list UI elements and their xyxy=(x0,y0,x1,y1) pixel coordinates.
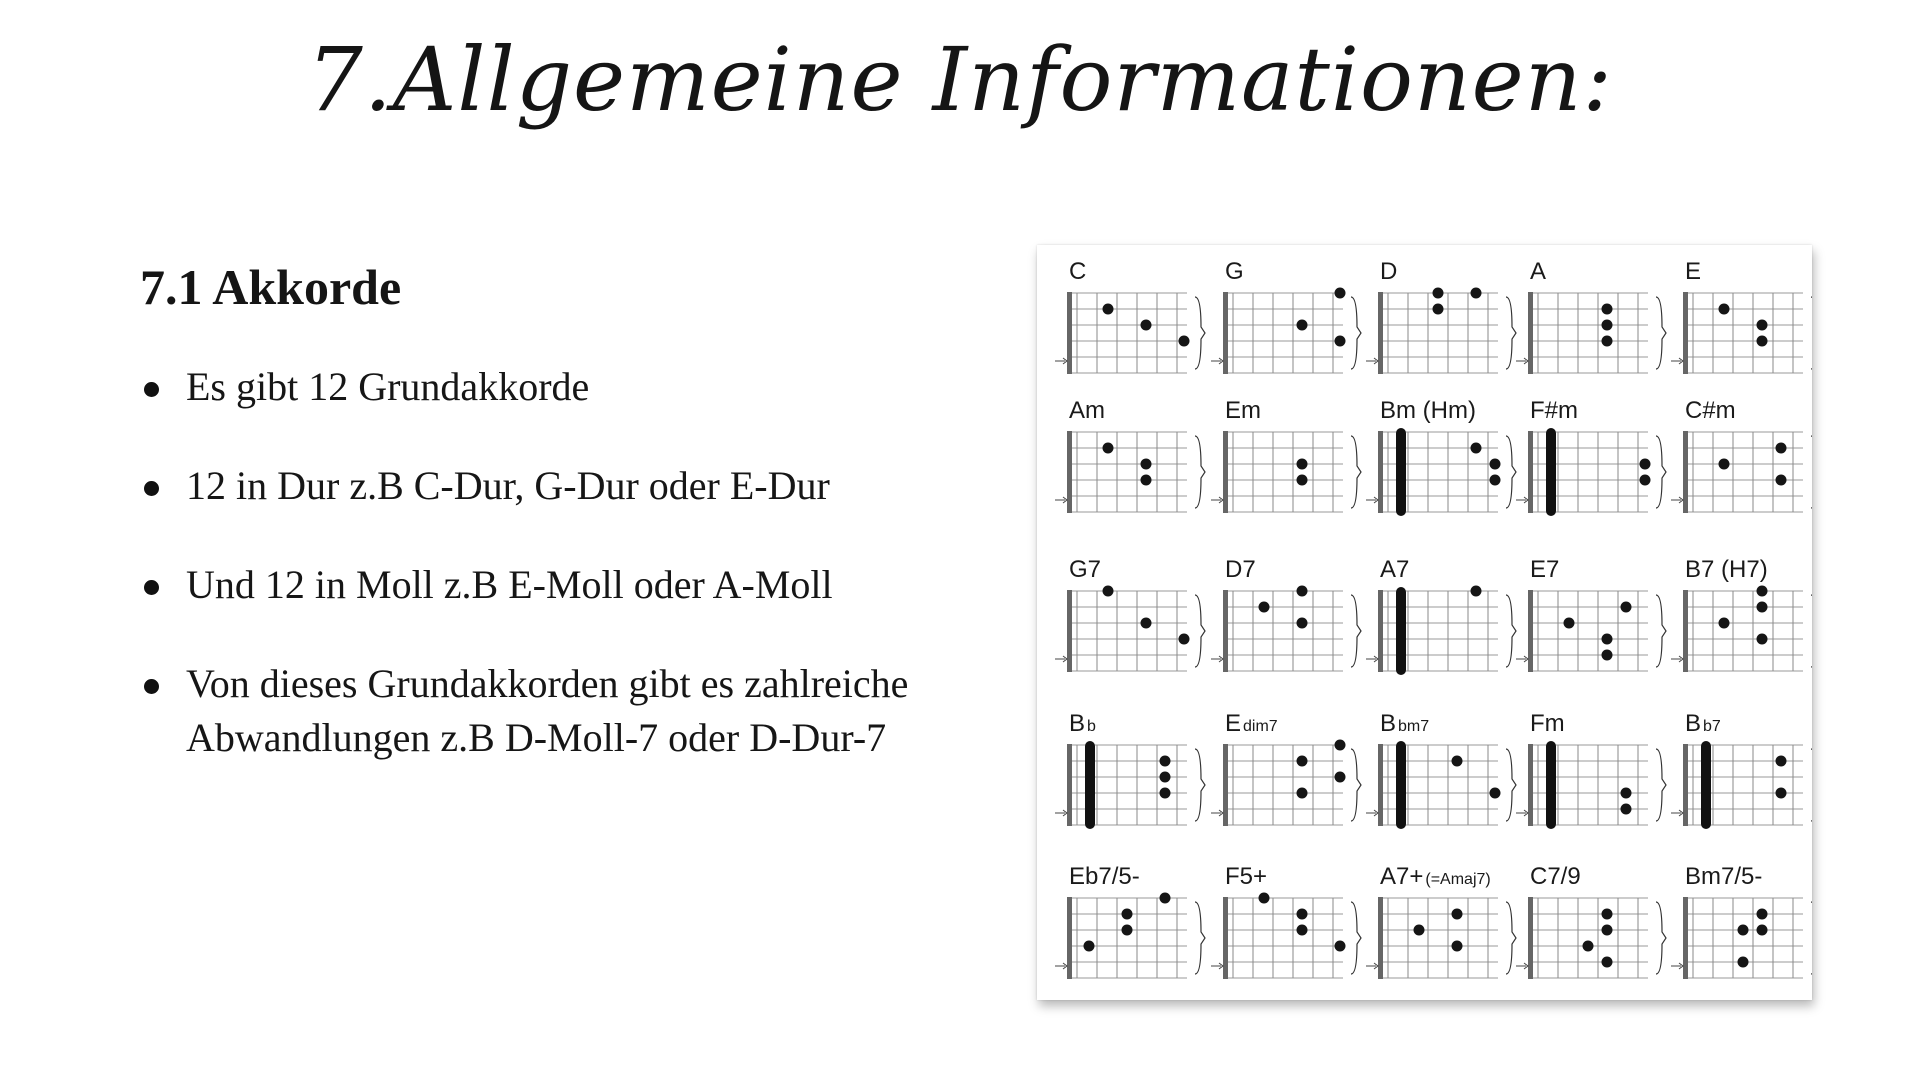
bullet-text: Und 12 in Moll z.B E-Moll oder A-Moll xyxy=(186,562,833,607)
chord-name-label xyxy=(1530,397,1578,424)
finger-dot xyxy=(1160,772,1171,783)
barre-bar xyxy=(1546,741,1556,829)
finger-dot xyxy=(1776,475,1787,486)
barre-bar xyxy=(1701,741,1711,829)
chord-name-label xyxy=(1225,710,1278,737)
chord-name-label xyxy=(1685,397,1736,424)
finger-dot xyxy=(1757,602,1768,613)
chord-diagram xyxy=(1211,710,1361,826)
finger-dot xyxy=(1602,320,1613,331)
finger-dot xyxy=(1602,336,1613,347)
finger-dot xyxy=(1335,772,1346,783)
chord-diagram xyxy=(1211,556,1361,672)
finger-dot xyxy=(1141,475,1152,486)
chord-name-text: B xyxy=(1069,710,1086,737)
chord-diagram xyxy=(1516,710,1666,829)
chord-name-label xyxy=(1225,863,1267,890)
finger-dot xyxy=(1602,957,1613,968)
finger-dot xyxy=(1471,443,1482,454)
chord-name-label xyxy=(1530,258,1546,285)
nut-bar xyxy=(1067,590,1072,672)
chord-name-label xyxy=(1069,710,1096,737)
chord-name-label xyxy=(1380,863,1491,890)
chord-chart-image xyxy=(1037,245,1812,1000)
nut-bar xyxy=(1683,744,1688,826)
chord-bracket xyxy=(1195,749,1205,821)
finger-dot xyxy=(1335,941,1346,952)
chord-bracket xyxy=(1811,436,1812,508)
chord-name-text: B xyxy=(1380,710,1397,737)
finger-dot xyxy=(1471,586,1482,597)
chord-bracket xyxy=(1195,902,1205,974)
chord-name-text: A7+ xyxy=(1380,863,1424,890)
chord-name-text: E xyxy=(1225,710,1242,737)
chord-name-text: C#m xyxy=(1685,397,1736,424)
chord-name-text: F5+ xyxy=(1225,863,1268,890)
chord-bracket xyxy=(1351,297,1361,369)
bullet-text: Es gibt 12 Grundakkorde xyxy=(186,364,590,409)
finger-dot xyxy=(1297,618,1308,629)
finger-dot xyxy=(1719,459,1730,470)
chord-bracket xyxy=(1351,902,1361,974)
chord-name-text: Em xyxy=(1225,397,1261,424)
finger-dot xyxy=(1583,941,1594,952)
finger-dot xyxy=(1259,893,1270,904)
chord-bracket xyxy=(1811,902,1812,974)
finger-dot xyxy=(1160,788,1171,799)
chord-diagram xyxy=(1366,710,1516,829)
finger-dot xyxy=(1602,909,1613,920)
chord-name-text: A7 xyxy=(1380,556,1410,583)
bullet-dot-icon xyxy=(144,382,159,397)
nut-bar xyxy=(1067,897,1072,979)
chord-diagram xyxy=(1366,258,1516,374)
chord-name-label xyxy=(1685,710,1721,737)
finger-dot xyxy=(1490,788,1501,799)
finger-dot xyxy=(1297,586,1308,597)
chord-diagram xyxy=(1055,397,1205,513)
chord-diagram xyxy=(1211,258,1361,374)
chord-bracket xyxy=(1656,297,1666,369)
bullet-text: 12 in Dur z.B C-Dur, G-Dur oder E-Dur xyxy=(186,463,830,508)
bullet-text: Von dieses Grundakkorden gibt es zahlreiche Abwandlungen z.B D-Moll-7 oder D-Dur-7 xyxy=(186,661,909,760)
chord-bracket xyxy=(1351,595,1361,667)
chord-bracket xyxy=(1195,436,1205,508)
chord-name-label xyxy=(1380,397,1476,424)
nut-bar xyxy=(1378,590,1383,672)
chord-name-label xyxy=(1069,556,1101,583)
nut-bar xyxy=(1683,897,1688,979)
chord-diagram xyxy=(1055,258,1205,374)
finger-dot xyxy=(1297,788,1308,799)
chord-name-text: Fm xyxy=(1530,710,1565,737)
nut-bar xyxy=(1378,431,1383,513)
nut-bar xyxy=(1528,292,1533,374)
chord-name-text: Bm (Hm) xyxy=(1380,397,1476,424)
finger-dot xyxy=(1179,634,1190,645)
finger-dot xyxy=(1452,756,1463,767)
nut-bar xyxy=(1067,744,1072,826)
bullet-dot-icon xyxy=(144,679,159,694)
chord-suffix-text: bm7 xyxy=(1398,718,1430,735)
nut-bar xyxy=(1528,431,1533,513)
chord-diagram xyxy=(1671,556,1812,672)
nut-bar xyxy=(1223,744,1228,826)
chord-bracket xyxy=(1506,902,1516,974)
finger-dot xyxy=(1621,788,1632,799)
finger-dot xyxy=(1757,909,1768,920)
chord-name-text: F#m xyxy=(1530,397,1578,424)
chord-diagram xyxy=(1211,397,1361,513)
chord-name-label xyxy=(1685,556,1768,583)
nut-bar xyxy=(1683,292,1688,374)
nut-bar xyxy=(1223,292,1228,374)
chord-suffix-text: b7 xyxy=(1703,718,1721,735)
chord-name-label xyxy=(1530,710,1565,737)
chord-name-label xyxy=(1069,863,1140,890)
nut-bar xyxy=(1378,744,1383,826)
chord-name-text: A xyxy=(1530,258,1547,285)
slide-title: 7.Allgemeine Informationen: xyxy=(306,28,1614,131)
chord-diagram xyxy=(1211,863,1361,979)
finger-dot xyxy=(1122,925,1133,936)
chord-diagram xyxy=(1055,863,1205,979)
chord-diagram xyxy=(1366,397,1516,516)
chord-name-label xyxy=(1685,258,1701,285)
chord-name-label xyxy=(1225,556,1256,583)
finger-dot xyxy=(1471,288,1482,299)
chord-name-label xyxy=(1225,258,1244,285)
bullet-dot-icon xyxy=(144,580,159,595)
chord-name-text: D xyxy=(1380,258,1398,285)
finger-dot xyxy=(1141,618,1152,629)
chord-name-text: G7 xyxy=(1069,556,1102,583)
finger-dot xyxy=(1297,925,1308,936)
chord-bracket xyxy=(1811,595,1812,667)
nut-bar xyxy=(1683,590,1688,672)
chord-bracket xyxy=(1195,595,1205,667)
barre-bar xyxy=(1546,428,1556,516)
chord-bracket xyxy=(1351,749,1361,821)
finger-dot xyxy=(1160,756,1171,767)
finger-dot xyxy=(1452,909,1463,920)
finger-dot xyxy=(1490,475,1501,486)
finger-dot xyxy=(1335,336,1346,347)
bullet-list xyxy=(140,360,930,810)
chord-name-text: Eb7/5- xyxy=(1069,863,1140,890)
chord-name-text: Bm7/5- xyxy=(1685,863,1763,890)
finger-dot xyxy=(1621,602,1632,613)
chord-bracket xyxy=(1811,749,1812,821)
nut-bar xyxy=(1223,590,1228,672)
finger-dot xyxy=(1160,893,1171,904)
chord-suffix-text: (=Amaj7) xyxy=(1425,871,1491,888)
chord-name-text: Am xyxy=(1069,397,1105,424)
chord-bracket xyxy=(1811,297,1812,369)
finger-dot xyxy=(1141,459,1152,470)
finger-dot xyxy=(1640,475,1651,486)
finger-dot xyxy=(1414,925,1425,936)
chord-bracket xyxy=(1506,595,1516,667)
finger-dot xyxy=(1297,756,1308,767)
chord-diagram xyxy=(1516,397,1666,516)
nut-bar xyxy=(1067,431,1072,513)
chord-name-text: G xyxy=(1225,258,1244,285)
chord-bracket xyxy=(1656,595,1666,667)
finger-dot xyxy=(1776,788,1787,799)
finger-dot xyxy=(1640,459,1651,470)
barre-bar xyxy=(1396,587,1406,675)
finger-dot xyxy=(1103,304,1114,315)
section-heading: 7.1 Akkorde xyxy=(140,259,402,315)
bullet-item xyxy=(140,657,930,765)
chord-diagram xyxy=(1516,258,1666,374)
chord-name-label xyxy=(1380,556,1409,583)
chord-bracket xyxy=(1506,749,1516,821)
chord-diagram xyxy=(1055,556,1205,672)
chord-diagram xyxy=(1671,710,1812,829)
finger-dot xyxy=(1259,602,1270,613)
chord-bracket xyxy=(1656,902,1666,974)
finger-dot xyxy=(1452,941,1463,952)
finger-dot xyxy=(1335,288,1346,299)
finger-dot xyxy=(1757,586,1768,597)
nut-bar xyxy=(1067,292,1072,374)
finger-dot xyxy=(1602,925,1613,936)
finger-dot xyxy=(1757,925,1768,936)
nut-bar xyxy=(1683,431,1688,513)
bullet-dot-icon xyxy=(144,481,159,496)
finger-dot xyxy=(1297,459,1308,470)
chord-diagram xyxy=(1516,863,1666,979)
finger-dot xyxy=(1757,320,1768,331)
finger-dot xyxy=(1757,634,1768,645)
finger-dot xyxy=(1103,586,1114,597)
bullet-item xyxy=(140,360,930,414)
bullet-item xyxy=(140,558,930,612)
nut-bar xyxy=(1223,897,1228,979)
finger-dot xyxy=(1602,634,1613,645)
finger-dot xyxy=(1602,304,1613,315)
finger-dot xyxy=(1297,320,1308,331)
chord-name-label xyxy=(1380,710,1429,737)
finger-dot xyxy=(1757,336,1768,347)
chord-bracket xyxy=(1656,436,1666,508)
finger-dot xyxy=(1335,740,1346,751)
chord-bracket xyxy=(1506,297,1516,369)
chord-name-text: E xyxy=(1685,258,1702,285)
barre-bar xyxy=(1396,741,1406,829)
chord-name-text: B7 (H7) xyxy=(1685,556,1768,583)
barre-bar xyxy=(1396,428,1406,516)
chord-suffix-text: dim7 xyxy=(1243,718,1278,735)
finger-dot xyxy=(1490,459,1501,470)
chord-name-label xyxy=(1380,258,1397,285)
finger-dot xyxy=(1141,320,1152,331)
chord-name-label xyxy=(1069,397,1105,424)
chord-name-label xyxy=(1530,556,1559,583)
chord-diagram xyxy=(1366,863,1516,979)
bullet-item xyxy=(140,459,930,513)
finger-dot xyxy=(1621,804,1632,815)
chord-name-label xyxy=(1225,397,1261,424)
nut-bar xyxy=(1528,590,1533,672)
finger-dot xyxy=(1297,909,1308,920)
chord-bracket xyxy=(1506,436,1516,508)
chord-diagram xyxy=(1671,397,1812,513)
chord-bracket xyxy=(1656,749,1666,821)
chord-name-text: E7 xyxy=(1530,556,1560,583)
chord-bracket xyxy=(1351,436,1361,508)
chord-name-label xyxy=(1685,863,1762,890)
chord-suffix-text: b xyxy=(1087,718,1096,735)
finger-dot xyxy=(1719,304,1730,315)
chord-bracket xyxy=(1195,297,1205,369)
chord-diagram xyxy=(1366,556,1516,675)
finger-dot xyxy=(1297,475,1308,486)
chord-diagram xyxy=(1671,863,1812,979)
finger-dot xyxy=(1122,909,1133,920)
nut-bar xyxy=(1528,897,1533,979)
finger-dot xyxy=(1776,756,1787,767)
finger-dot xyxy=(1738,925,1749,936)
chord-diagram xyxy=(1516,556,1666,672)
chord-name-text: C7/9 xyxy=(1530,863,1581,890)
finger-dot xyxy=(1719,618,1730,629)
finger-dot xyxy=(1776,443,1787,454)
barre-bar xyxy=(1085,741,1095,829)
nut-bar xyxy=(1378,292,1383,374)
finger-dot xyxy=(1738,957,1749,968)
finger-dot xyxy=(1103,443,1114,454)
chord-chart-svg xyxy=(1037,245,1812,1000)
chord-name-text: B xyxy=(1685,710,1702,737)
finger-dot xyxy=(1433,288,1444,299)
finger-dot xyxy=(1084,941,1095,952)
finger-dot xyxy=(1433,304,1444,315)
finger-dot xyxy=(1564,618,1575,629)
chord-diagram xyxy=(1671,258,1812,374)
chord-name-label xyxy=(1069,258,1086,285)
chord-name-label xyxy=(1530,863,1581,890)
chord-diagram xyxy=(1055,710,1205,829)
finger-dot xyxy=(1179,336,1190,347)
nut-bar xyxy=(1528,744,1533,826)
chord-name-text: C xyxy=(1069,258,1087,285)
finger-dot xyxy=(1602,650,1613,661)
chord-name-text: D7 xyxy=(1225,556,1256,583)
nut-bar xyxy=(1378,897,1383,979)
nut-bar xyxy=(1223,431,1228,513)
